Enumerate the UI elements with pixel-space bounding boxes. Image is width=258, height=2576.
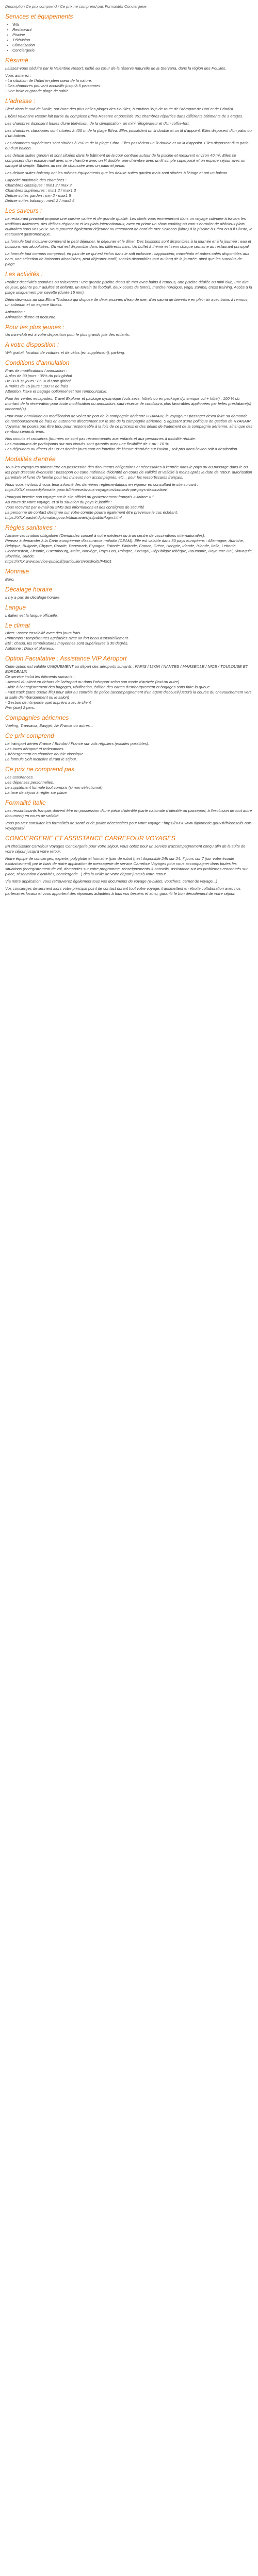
breadcrumb: Description Ce prix comprend / Ce prix ne comprend pas Formalités Conciergerie	[5, 4, 147, 9]
section-paragraph: Les chambres supérieures sont situées à 250 m de la plage Ethra. Elles possèdent un lit double et un lit d'appoint. Elles disposent d'un patio ou d'un balcon.	[5, 140, 249, 150]
section-title: Décalage horaire	[5, 585, 53, 593]
list-item: • Climatisation	[12, 43, 253, 48]
section-title: Monnaie	[5, 568, 29, 575]
section-paragraph: Les deluxe suites garden et sont situées dans le bâtiment de la cour centrale autour de la piscine et mesurent environ 40 m². Elles se composent d'un espace mail avec une chambre avec un lit double, une chambre avec un lit simple superposé et un espace séjour avec un canapé lit simple. Situées au rez de chaussée avec un patio et jardin.	[5, 152, 246, 168]
section-paragraph: Un mini-club est à votre disposition pour le plus grands joie des enfants.	[5, 332, 130, 337]
section-title: Services et équipements	[5, 13, 73, 21]
section-paragraph: Profitez d'activités sportives ou relaxantes : une grande piscine d'eau de mer avec bains à remous, une piscine dédiée au mini club, une aire de jeux, géante pour adultes et enfants, un terrain de football, deux courts de tennis, marche nordique, yoga, zumba, cross training. Accès à la plage uniquement par navette (durée 15 min).	[5, 279, 252, 295]
section-paragraph: Euro.	[5, 577, 15, 582]
section	[5, 733, 253, 762]
section-title: Conditions d'annulation	[5, 359, 70, 367]
section-paragraph: Tous les voyageurs doivent être en possession des documents obligatoires et nécessaires à l'entrée dans le pays ou au passage dans le ou les pays d'escale éventuels : passeport ou carte nationale d'identité en cours de validité et validité à moins après la date de retour, autorisation parentale et livret de famille pour les mineurs non accompagnés, etc... pour les ressortissants français.	[5, 465, 252, 480]
section-paragraph: Détendez-vous au spa Ethra Thalasso qui dispose de deux piscines d'eau de mer, d'un sauna de bien-être en plein air avec bains à remous, un solarium et un espace fitness.	[5, 297, 249, 307]
section	[5, 360, 253, 452]
section	[5, 13, 253, 53]
section	[5, 98, 253, 112]
section-paragraph: Les assurances. Les dépenses personnelles. Le supplément formule tout compris (si non sélectionné). La taxe de séjour à régler sur place.	[5, 774, 104, 795]
section-title: Compagnies aériennes	[5, 714, 69, 722]
section-title: L'adresse :	[5, 97, 36, 105]
section-paragraph: Situé dans le sud de l'Italie, sur l'une des plus belles plages des Pouilles, à environ 39,5 de route de l'aéroport de Bari et de Brindisi.	[5, 106, 234, 111]
list-item: • Conciergerie	[12, 48, 253, 53]
section-paragraph: Animation : Animation diurne et nocturne.	[5, 309, 57, 319]
section-title: Les activités :	[5, 270, 43, 278]
section-paragraph: L'italien est la langue officielle.	[5, 613, 58, 618]
section-title: Ce prix ne comprend pas	[5, 766, 75, 773]
section-paragraph: Via notre application, vous retrouverez également tous vos documents de voyage (e-billets, vouchers, carnet de voyage...)	[5, 878, 217, 884]
section-paragraph: Pour les ventes escapades, Travel Explorer et package dynamique (vols secs, hôtels ou en package dynamique vol + hôtel) : 100 % du montant de la réservation pour toute modification ou annulation, sauf réserve de conditions plus favorables appliquées par le/les prestataire(s) concerné(s).	[5, 396, 251, 412]
section	[5, 271, 253, 320]
section-paragraph: En choisissant Carrefour Voyages Conciergerie pour votre séjour, vous optez pour un service d'accompagnement conçu afin de la suite de votre séjour jusqu'à votre retour.	[5, 843, 246, 854]
section	[5, 568, 253, 582]
section-paragraph: L'hôtel Valentine Resort fait partie du complexe Ethra Réserve et possède 351 chambres réparties dans différents bâtiments de 3 étages.	[5, 113, 244, 118]
list-item: • Restaurant	[12, 27, 253, 32]
section-title: Pour les plus jeunes :	[5, 323, 64, 331]
section-title: Règles sanitaires :	[5, 524, 56, 532]
section-paragraph: Les chambres disposent toutes d'une télévision, de la climatisation, un mini réfrigérateur et d'un coffre-fort.	[5, 121, 190, 126]
section	[5, 800, 253, 831]
section-paragraph: Les deluxe suites balcony ont les mêmes équipements que les deluxe suites garden mais sont situées à l'étage et ont un balcon.	[5, 170, 229, 175]
section	[5, 622, 253, 652]
section	[5, 715, 253, 728]
section-paragraph: Notre équipe de concierges, experte, polyglotte et humaine (pas de robot !) est disponible 24h sur 24, 7 jours sur 7 (sur votre écoute exclusivement) par le biais de notre application de messagerie de service Carrefour Voyages pour vous accompagner dans toutes les situations (enregistrement de vol, demandes sur votre programme, renseignements & conseils, assistance sur les problèmes rencontrés sur place, réservation d'activités, conciergerie...) dès la veille de votre départ jusqu'à votre retour.	[5, 856, 248, 876]
section-paragraph: Le restaurant principal propose une cuisine variée et de grande qualité. Les chefs vous emmèneront dans un voyage culinaire à travers les traditions italiennes, des délices régionaux et les plats internationaux, avec en prime un show cooking où vont s'enrouler de délicieux plats culinaires sous vos yeux. Vous pourrez également déjeuner au restaurant de bord de mer Scirocco (tilbre) à la piscine à Ethra ou à il Giusto, le restaurant gastronomique.	[5, 216, 253, 236]
section-paragraph: Vous pouvez consulter les formalités de santé et de police nécessaires pour votre voyage : https://XXX.www.diplomatie.gouv.fr/fr/conseils-aux-voyageurs/	[5, 820, 252, 831]
section	[5, 208, 253, 267]
section-paragraph: Le transport aérien France / Brindisi / France sur vols réguliers (escales possibles). Les taxes aéroport et redevances. L'hébergement en chambre double classique. La formule Soft Inclusive durant le séjour.	[5, 741, 149, 762]
section-paragraph: Frais de modifications / annulation : A plus de 30 jours : 35% du prix global De 30 à 15 jours : 85 % du prix global A moins de 15 jours : 100 % de frais Attention, l'taxe et bagage optionnel est non remboursable.	[5, 368, 108, 394]
section-title: Option Facultative : Assistance VIP Aéroport	[5, 655, 127, 663]
section	[5, 586, 253, 600]
section-paragraph: Vueling, Transavia, Easyjet, Air France ou autres...	[5, 723, 93, 728]
section-title: Les saveurs :	[5, 207, 42, 214]
section-paragraph: Capacité maximale des chambres : Chambres classiques : min1 2 / max 3 Chambres supérieures : min1 2 / max1 3 Deluxe suites garden : min 2 / max1 5 Deluxe suites balcony : min1 2 / max1 5	[5, 177, 76, 203]
section-title: Résumé	[5, 56, 28, 64]
section-paragraph: Vous aimerez : - La situation de l'hôtel en plein cœur de la nature. - Des chambres pouvant accueillir jusqu'à 5 personnes - Une belle et grande plage de sable	[5, 73, 101, 93]
section-title: Le climat	[5, 621, 30, 629]
list-item: • Piscine	[12, 32, 253, 38]
section-title: Modalités d'entrée	[5, 455, 56, 463]
section-paragraph: Pour toute annulation ou modification de vol et de part de la compagnie aérienne RYANAIR, le voyageur / passager devra faire sa demande de remboursement de frais en autonome directement sur le site de la compagnie aérienne. S'agissant d'une politique de gestion de RYANAIR, Voyamar ne pourra pas être tenu pour responsable à la fois de ce process et des délais de traitement de la compagnie aérienne, ainsi que des remboursements émis.	[5, 414, 253, 434]
section	[5, 655, 253, 710]
section-title: Formalité Italie	[5, 799, 46, 806]
list-item: • Télévision	[12, 38, 253, 43]
equipment-list	[12, 22, 253, 53]
section	[5, 456, 253, 520]
section	[5, 342, 253, 355]
section	[5, 604, 253, 618]
section	[5, 835, 253, 896]
section-title: Langue	[5, 603, 26, 611]
section-title: CONCIERGERIE ET ASSISTANCE CARREFOUR VOYAGES	[5, 834, 176, 842]
section-paragraph: Cette option est valable UNIQUEMENT au départ des aéroports suivants : PARIS / LYON / NANTES / MARSEILLE / NICE / TOULOUSE ET BORDEAUX Ce service inclut les éléments suivants : - Accueil du client en dehors de l'aéroport ou dans l'aéroport selon son mode d'arrivée (taxi ou autre) - Aide à l'enregistrement des bagages, vérification, édition des cartes d'embarquement et bagages sans faire la queue - Fast track (sans queue file) pour aller au contrôle de police (accompagnement d'un agent d'accueil jusqu'à la course du chevauchement vers la salle d'embarquement ou le salon) - Gestion de n'importe quel imprévu avec le client Prix (aux) 2 pers.	[5, 664, 252, 710]
list-item: • Wifi	[12, 22, 253, 27]
section-title: Ce prix comprend	[5, 732, 54, 740]
section-paragraph: Les ressortissants français doivent être en possession d'une pièce d'identité (carte nationale d'identité ou passeport, à l'exclusion de tout autre document) en cours de validité.	[5, 808, 252, 818]
section-paragraph: Pourquoi inscrire son voyage sur le site officiel du gouvernement français « Ariane » ? Au cours de votre voyage, et si la situation du pays le justifie : Vous recevrez par e-mail ou SMS des informations et des consignes de sécurité La personne de contact désignée sur votre compte pourra également être prévenue le cas échéant. https://XXX.pastel.diplomatie.gouv.fr/fildariane/dyn/public/login.html	[5, 495, 178, 520]
section	[5, 766, 253, 795]
section-title: A votre disposition :	[5, 341, 59, 349]
section-paragraph: Vos concierges deviennent alors votre principal point de contact durant tout votre voyage, transmettent en étroite collaboration avec nos partenaires locaux et vous apportent des réponses adaptées à tous vos besoins et ainsi, garantir le bon déroulement de votre séjour.	[5, 886, 241, 896]
section-paragraph: Les chambres classiques sont situées à 400 m de la plage Ethra. Elles possèdent un lit double et un lit d'appoint. Elles disposent d'un patio ou d'un balcon.	[5, 128, 252, 138]
section-paragraph: Wifi gratuit, location de voitures et de vélos (en supplément), parking.	[5, 350, 125, 355]
section	[5, 57, 253, 94]
product-description-page	[3, 0, 255, 905]
section-paragraph: Nous vous invitons à vous tenir informé des dernières réglementations en vigueur en consultant le site suivant : https://XXX.xxxxxxdiplomatie.gouv.fr/fr/conseils-aux-voyageurs/conseils-par-pays-destination/	[5, 482, 198, 493]
section-paragraph: Il n'y a pas de décalage horaire	[5, 595, 60, 600]
section	[5, 524, 253, 564]
content-sections	[5, 13, 253, 896]
section-paragraph: La formule tout compris comprend, en plus de ce qui est inclus dans le soft inclusive : cappuccino, macchiato et autres cafés disponibles aux bars, une sélection de boissons alcoolisées, petit déjeuner tardif, snacks disponibles tout au long de la journée, ainsi que les surcoûts de plage.	[5, 251, 249, 266]
section-paragraph: La formule tout inclusive comprend le petit déjeuner, le déjeuner et le dîner. Des boissons sont disponibles à la journée et à la journée : eau et boissons non alcoolisées. Ou voit est disponible dans les différents bars. Un buffet à thème est servi chaque semaine au restaurant principal.	[5, 239, 251, 249]
section	[5, 324, 253, 338]
section-paragraph: Aucune vaccination obligatoire (Demandez conseil à votre médecin ou à un centre de vaccinations internationales). Pensez à demander à la Carte européenne d'assurance maladie (CEAM). Elle est valable dans 30 pays européens : Allemagne, Autriche, Belgique, Bulgarie, Chypre, Croatie, Danemark, Espagne, Estonie, Finlande, France, Grèce, Hongrie, Irlande, Islande, Italie, Lettonie, Liechtenstein, Lituanie, Luxembourg, Malte, Norvège, Pays-Bas, Pologne, Portugal, République tchèque, Roumanie, Royaume-Uni, Slovaquie, Slovénie, Suède. https://XXX.www.service-public.fr/particuliers/vosdroits/F4901	[5, 533, 253, 564]
section	[5, 114, 253, 204]
section-paragraph: Nos circuits et croisières (fournies ne sont pas recommandés aux enfants et aux personnes à mobilité réduite. Les maximums de participants sur nos circuits sont garantis avec une flexibilité de + ou - 10 %. Les déjeuners ou dîners du 1er et dernier jours sont en fonction de l'heure d'arrivée sur l'avion ; soit pris dans l'avion soit à destination.	[5, 436, 238, 452]
section-paragraph: Laissez-vous séduire par le Valentine Resort, niché au cœur de la réserve naturelle de la Stervana, dans la région des Pouilles.	[5, 65, 227, 71]
section-paragraph: Hiver : assez ensoleillé avec des jours frais. Printemps : températures agréables avec un fort beau d'ensoleillement. Été : chaud, les températures moyennes sont supérieures à 30 degrés. Automne : Doux et pluvieux.	[5, 631, 129, 651]
